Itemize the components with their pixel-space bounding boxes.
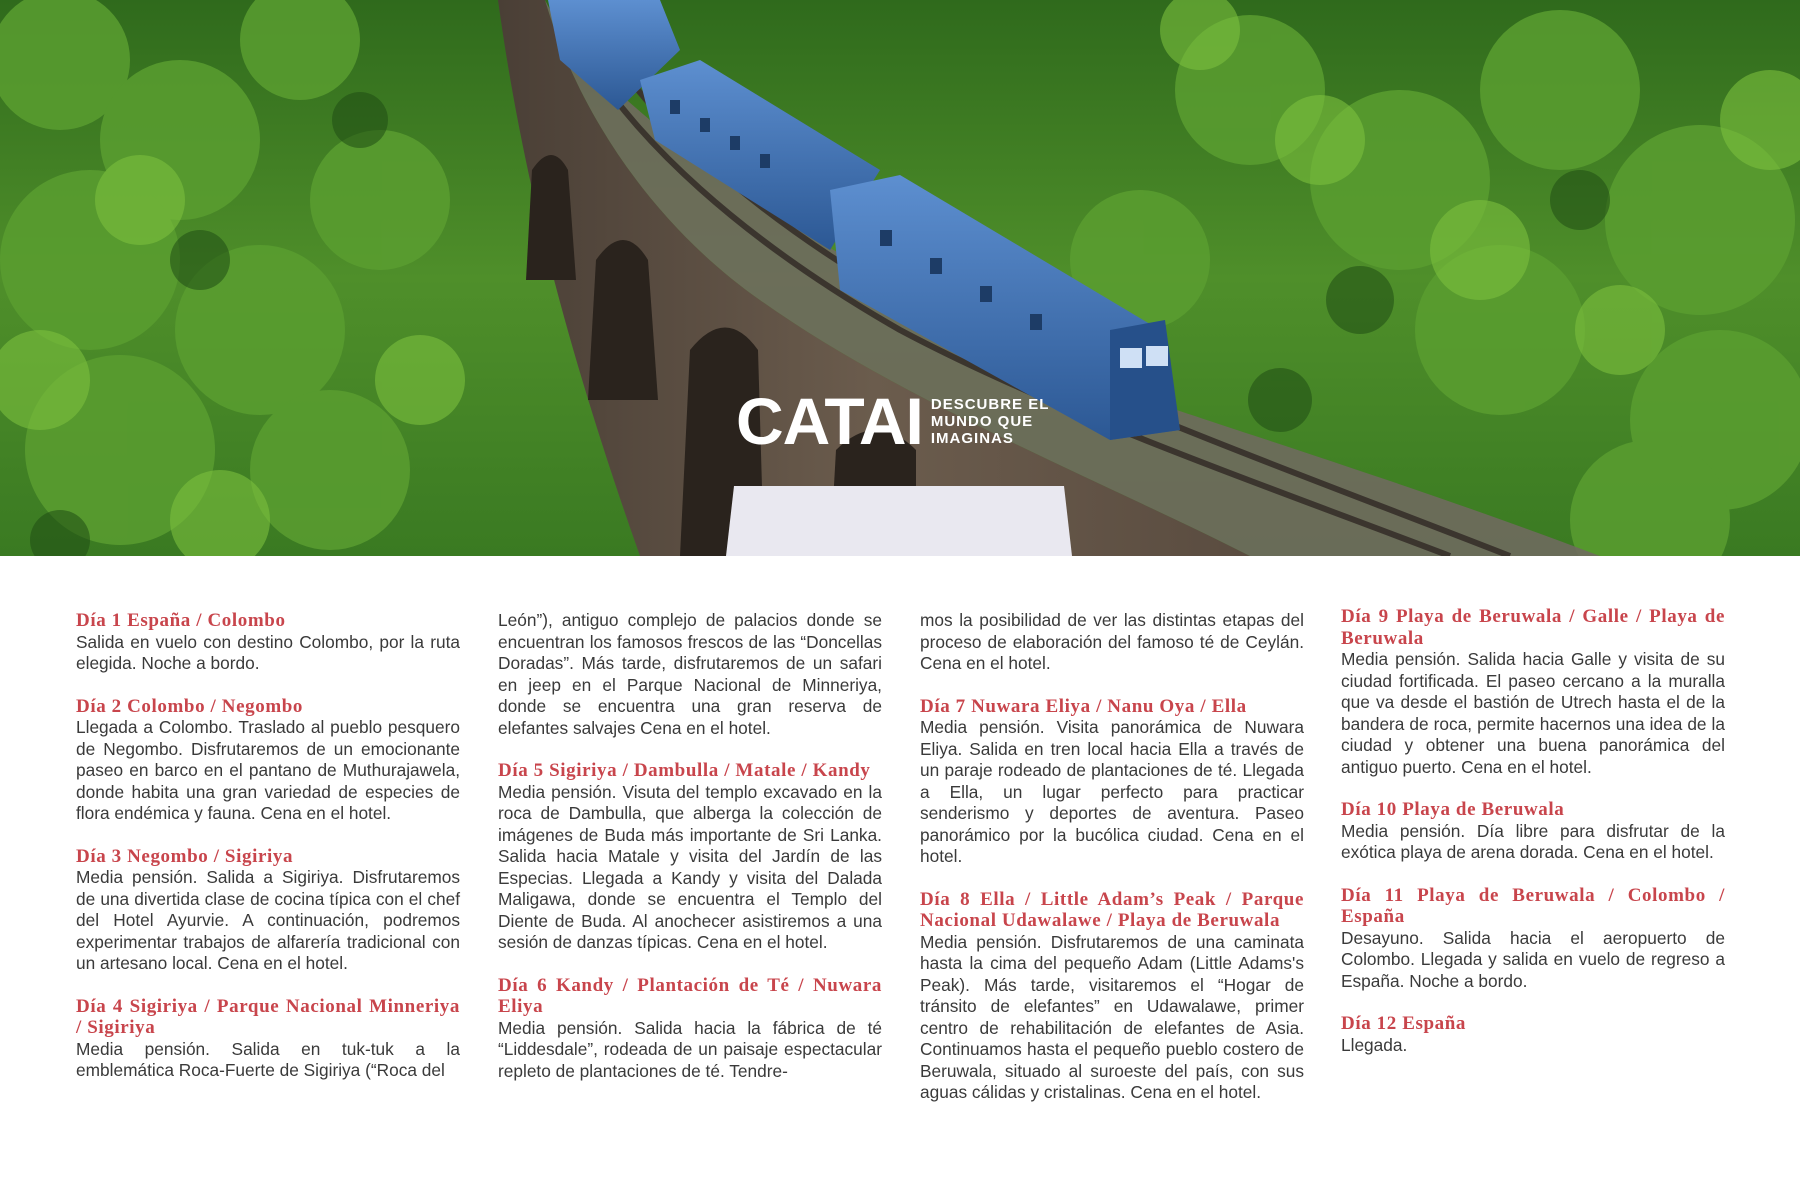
logo-tagline: [931, 396, 1050, 447]
catai-logo: [736, 384, 1050, 458]
itinerary-column-1: [76, 610, 460, 1103]
day-description: Media pensión. Salida hacia la fábrica de té “Liddesdale”, rodeada de un paisaje espectacular repleto de plantaciones de té. Tendre-: [498, 1017, 882, 1081]
day-description: Llegada.: [1341, 1034, 1408, 1055]
day-entry: [498, 760, 882, 954]
day-title: Día 10 Playa de Beruwala: [1341, 799, 1565, 820]
train-on-bridge-illustration: [0, 0, 1800, 556]
day-description: Media pensión. Visuta del templo excavado en la roca de Dambulla, que alberga la colección de imágenes de Buda más importante de Sri Lanka. Salida hacia Matale y visita del Jardín de las Especias. Llegada a Kandy y visita del Dalada Maligawa, donde se encuentra el Templo del Diente de Buda. Al anochecer asistiremos a una sesión de danzas típicas. Cena en el hotel.: [498, 781, 882, 952]
day-title: Día 7 Nuwara Eliya / Nanu Oya / Ella: [920, 695, 1247, 717]
day-title: Día 11 Playa de Beruwala / Colombo / España: [1341, 884, 1725, 927]
day-entry: [76, 696, 460, 825]
day-title: Día 9 Playa de Beruwala / Galle / Playa de Beruwala: [1341, 606, 1725, 649]
day-title: Día 5 Sigiriya / Dambulla / Matale / Kandy: [498, 760, 871, 781]
day-description: Media pensión. Día libre para disfrutar de la exótica playa de arena dorada. Cena en el hotel.: [1341, 820, 1725, 862]
day-title: Día 3 Negombo / Sigiriya: [76, 845, 294, 867]
day-title: Día 4 Sigiriya / Parque Nacional Minneriya / Sigiriya: [76, 995, 460, 1038]
day-description: Media pensión. Salida hacia Galle y visita de su ciudad fortificada. El paseo cercano a la muralla que va desde el bastión de Utrech hasta el de la bandera de roca, permite hacernos una idea de la ciudad y obtener una buena panorámica del antiguo puerto. Cena en el hotel.: [1341, 649, 1725, 777]
day-description: Media pensión. Salida en tuk-tuk a la emblemática Roca-Fuerte de Sigiriya (“Roca del: [76, 1038, 460, 1080]
day-entry: [1341, 885, 1725, 993]
itinerary-column-2: [498, 610, 882, 1103]
day-entry: [76, 996, 460, 1082]
day-entry: [1341, 606, 1725, 778]
continued-text: mos la posibilidad de ver las distintas etapas del proceso de elaboración del famoso té de Ceylán. Cena en el hotel.: [920, 610, 1304, 673]
tagline-line-3: IMAGINAS: [930, 429, 1014, 447]
day-description: Salida en vuelo con destino Colombo, por la ruta elegida. Noche a bordo.: [76, 631, 460, 673]
day-title: Día 2 Colombo / Negombo: [76, 695, 304, 717]
logo-wordmark: CATAI: [736, 384, 923, 458]
day-entry: [498, 975, 882, 1083]
day-entry: [1341, 1013, 1725, 1056]
day-entry: [76, 846, 460, 975]
continued-text: León”), antiguo complejo de palacios donde se encuentran los famosos frescos de las “Doncellas Doradas”. Más tarde, disfrutaremos de un safari en jeep en el Parque Nacional de Minneriya, donde se encuentra una gran reserva de elefantes salvajes Cena en el hotel.: [498, 610, 882, 738]
tagline-line-2: MUNDO QUE: [930, 412, 1034, 430]
day-entry: [920, 696, 1304, 868]
day-description: Media pensión. Salida a Sigiriya. Disfrutaremos de una divertida clase de cocina típica con el chef del Hotel Ayurvie. A continuación, podremos experimentar trabajos de alfarería tradicional con un artesano local. Cena en el hotel.: [76, 867, 460, 973]
day-description: Media pensión. Visita panorámica de Nuwara Eliya. Salida en tren local hacia Ella a través de un paraje rodeado de plantaciones de té. Llegada a Ella, un lugar perfecto para practicar senderismo y deportes de aventura. Paseo panorámico por la bucólica ciudad. Cena en el hotel.: [920, 717, 1304, 866]
day-title: Día 1 España / Colombo: [76, 610, 286, 631]
day-description: Media pensión. Disfrutaremos de una caminata hasta la cima del pequeño Adam (Little Adams's Peak). Más tarde, visitaremos el “Hogar de tránsito de elefantes” en Udawalawe, primer centro de rehabilitación de elefantes de Asia. Continuamos hasta el pequeño pueblo costero de Beruwala, situado al suroeste del país, con sus aguas cálidas y cristalinas. Cena en el hotel.: [920, 931, 1304, 1102]
day-title: Día 6 Kandy / Plantación de Té / Nuwara Eliya: [498, 974, 882, 1017]
page-tab-shape: [726, 486, 1072, 556]
day-entry: [920, 889, 1304, 1104]
day-entry: [76, 610, 460, 675]
hero-photo: [0, 0, 1800, 556]
itinerary-column-4: [1341, 606, 1725, 1077]
day-description: Llegada a Colombo. Traslado al pueblo pesquero de Negombo. Disfrutaremos de un emocionante paseo en barco en el pantano de Muthurajawela, donde habita una gran variedad de especies de flora endémica y fauna. Cena en el hotel.: [76, 717, 460, 823]
tagline-line-1: DESCUBRE EL: [930, 395, 1050, 413]
day-description: Desayuno. Salida hacia el aeropuerto de Colombo. Llegada y salida en vuelo de regreso a España. Noche a bordo.: [1341, 927, 1725, 991]
itinerary-column-3: [920, 610, 1304, 1125]
day-title: Día 8 Ella / Little Adam’s Peak / Parque Nacional Udawalawe / Playa de Beruwala: [920, 888, 1304, 931]
day-title: Día 12 España: [1341, 1013, 1467, 1034]
day-entry: [1341, 799, 1725, 864]
